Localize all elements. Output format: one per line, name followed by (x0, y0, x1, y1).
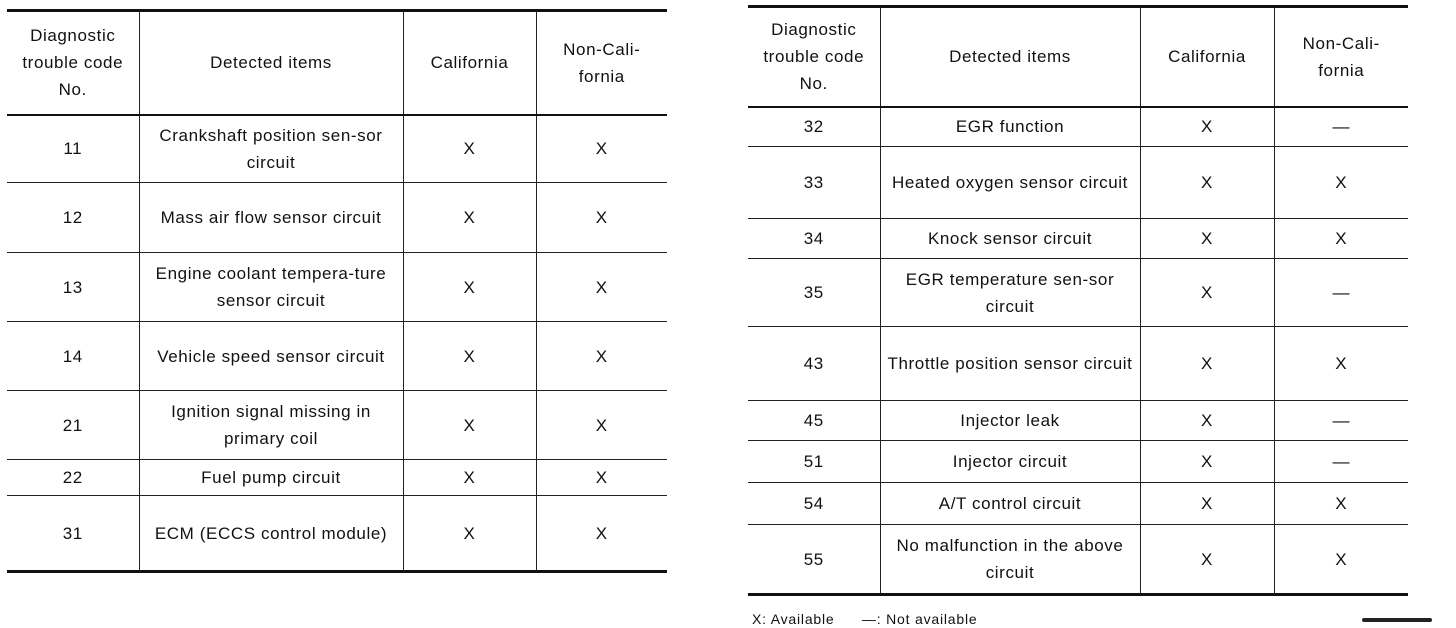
non-california-cell: X (536, 460, 667, 496)
code-cell: 45 (748, 401, 880, 441)
code-cell: 54 (748, 483, 880, 525)
california-cell: X (1140, 147, 1274, 219)
table-header-row (748, 7, 1408, 107)
non-california-cell: X (1274, 483, 1408, 525)
decorative-dash (1362, 618, 1432, 622)
code-cell: 35 (748, 259, 880, 327)
code-cell: 34 (748, 219, 880, 259)
item-cell: ECM (ECCS control module) (139, 496, 403, 572)
california-cell: X (403, 460, 536, 496)
california-cell: X (1140, 483, 1274, 525)
table-row (748, 525, 1408, 595)
california-cell: X (1140, 327, 1274, 401)
code-cell: 31 (7, 496, 139, 572)
table-row (748, 107, 1408, 147)
non-california-cell: — (1274, 441, 1408, 483)
code-cell: 43 (748, 327, 880, 401)
california-cell: X (403, 496, 536, 572)
california-cell: X (1140, 259, 1274, 327)
table-row (7, 460, 667, 496)
item-cell: EGR temperature sen-sor circuit (880, 259, 1140, 327)
header-code: Diagnostic trouble code No. (7, 11, 139, 115)
item-cell: Ignition signal missing in primary coil (139, 391, 403, 460)
item-cell: Injector circuit (880, 441, 1140, 483)
table-row (7, 496, 667, 572)
header-non-california: Non-Cali-fornia (536, 11, 667, 115)
legend-not-available: —: Not available (861, 611, 978, 627)
california-cell: X (403, 253, 536, 322)
item-cell: Heated oxygen sensor circuit (880, 147, 1140, 219)
item-cell: Injector leak (880, 401, 1140, 441)
code-cell: 21 (7, 391, 139, 460)
item-cell: Crankshaft position sen-sor circuit (139, 115, 403, 183)
item-cell: Knock sensor circuit (880, 219, 1140, 259)
non-california-cell: X (536, 183, 667, 253)
code-cell: 11 (7, 115, 139, 183)
table-row (748, 327, 1408, 401)
table-row (748, 483, 1408, 525)
code-cell: 12 (7, 183, 139, 253)
non-california-cell: — (1274, 259, 1408, 327)
code-cell: 33 (748, 147, 880, 219)
california-cell: X (1140, 107, 1274, 147)
non-california-cell: X (1274, 327, 1408, 401)
item-cell: EGR function (880, 107, 1140, 147)
code-cell: 32 (748, 107, 880, 147)
header-detected-items: Detected items (880, 7, 1140, 107)
table-row (748, 401, 1408, 441)
code-cell: 14 (7, 322, 139, 391)
california-cell: X (1140, 441, 1274, 483)
legend-available: X: Available (752, 611, 835, 627)
item-cell: Engine coolant tempera-ture sensor circuit (139, 253, 403, 322)
table-row (748, 259, 1408, 327)
legend (752, 611, 977, 627)
non-california-cell: X (1274, 147, 1408, 219)
non-california-cell: X (1274, 219, 1408, 259)
table-row (7, 322, 667, 391)
table-row (7, 391, 667, 460)
table-header-row (7, 11, 667, 115)
non-california-cell: X (1274, 525, 1408, 595)
code-cell: 51 (748, 441, 880, 483)
table-row (748, 147, 1408, 219)
table-row (748, 441, 1408, 483)
non-california-cell: — (1274, 401, 1408, 441)
table-row (7, 253, 667, 322)
dtc-table-left (7, 9, 667, 573)
california-cell: X (403, 322, 536, 391)
header-california: California (403, 11, 536, 115)
item-cell: Throttle position sensor circuit (880, 327, 1140, 401)
item-cell: Vehicle speed sensor circuit (139, 322, 403, 391)
california-cell: X (403, 391, 536, 460)
item-cell: Fuel pump circuit (139, 460, 403, 496)
table-row (7, 183, 667, 253)
item-cell: A/T control circuit (880, 483, 1140, 525)
table-row (7, 115, 667, 183)
table-row (748, 219, 1408, 259)
item-cell: No malfunction in the above circuit (880, 525, 1140, 595)
california-cell: X (403, 115, 536, 183)
header-california: California (1140, 7, 1274, 107)
non-california-cell: X (536, 391, 667, 460)
california-cell: X (1140, 525, 1274, 595)
non-california-cell: — (1274, 107, 1408, 147)
header-detected-items: Detected items (139, 11, 403, 115)
code-cell: 13 (7, 253, 139, 322)
non-california-cell: X (536, 322, 667, 391)
california-cell: X (1140, 219, 1274, 259)
header-non-california: Non-Cali-fornia (1274, 7, 1408, 107)
non-california-cell: X (536, 253, 667, 322)
dtc-table-right (748, 5, 1408, 596)
code-cell: 55 (748, 525, 880, 595)
non-california-cell: X (536, 115, 667, 183)
non-california-cell: X (536, 496, 667, 572)
code-cell: 22 (7, 460, 139, 496)
item-cell: Mass air flow sensor circuit (139, 183, 403, 253)
california-cell: X (1140, 401, 1274, 441)
california-cell: X (403, 183, 536, 253)
header-code: Diagnostic trouble code No. (748, 7, 880, 107)
